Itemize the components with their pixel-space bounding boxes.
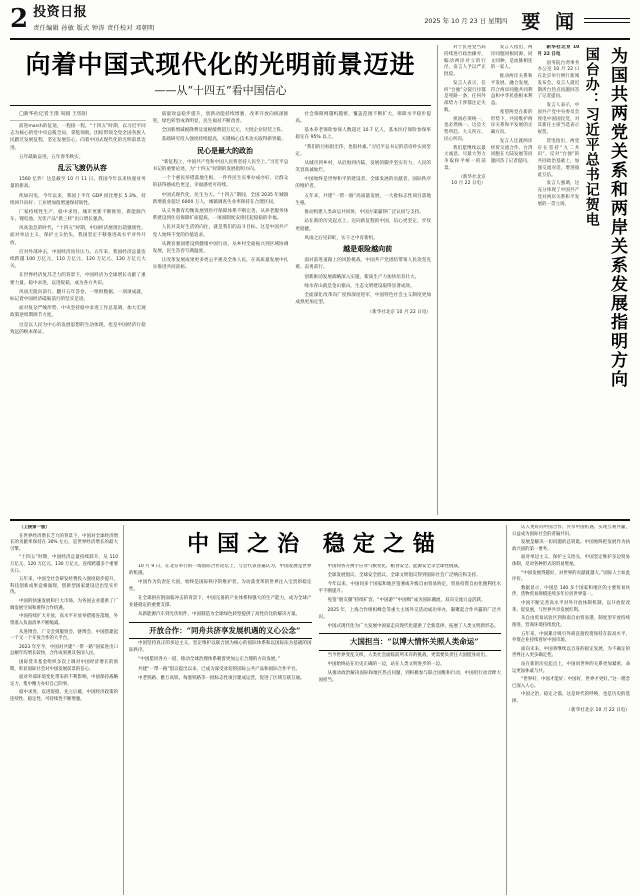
paragraph: 发言人表示，任何“台独”分裂行径都是死路一条，任何外部势力干涉都注定失败。 [444, 80, 486, 113]
paragraph: 面对单边主义、保护主义抬头，中国坚定维护多边贸易体制，反对各种形式的贸易壁垒。 [512, 555, 630, 568]
paragraph: 在世界经济复苏乏力的背景下，中国经济为全球增长贡献了重要力量。稳中求进，以进促稳，成为各方共识。 [10, 273, 146, 286]
paragraph: 发展是解决一切问题的总钥匙。中国始终把发展作为执政兴国的第一要务。 [512, 540, 630, 552]
paragraph: 发言人强调，这充分体现了中国共产党对两岸关系和平发展的一贯立场。 [537, 181, 580, 207]
paragraph: 国务院台湾事务办公室 10 月 22 日在北京举行例行新闻发布会。发言人就近期涉台热点问题回答了记者提问。 [537, 60, 580, 100]
paragraph: 祖国必须统一，也必然统一。这是大势所趋、大义所在、民心所向。 [444, 116, 486, 142]
paragraph: 创新驱动发展战略深入实施，新质生产力加快培育壮大。 [304, 274, 420, 280]
bottom-section [10, 525, 630, 895]
paragraph: 中国同各方携手应对气候变化、粮食安全、能源安全等全球性挑战。 [327, 564, 463, 569]
paragraph: 今年以来，中国同多个国家和地区签署或升级自由贸易协定，贸易投资自由化便利化水平不断提升。 [318, 582, 501, 595]
bottom-main-article [124, 525, 506, 895]
paragraph: 风雨无阻向前行。翻开五年答卷，一组组数据、一项项成就，标记着中国经济砥砺前行的坚实足迹。 [10, 289, 146, 302]
article-credit: （新华社北京 10 月 22 日电） [566, 707, 630, 713]
paragraph: 质量效益稳步提升，创新动能持续增强，改革开放向纵深推进，绿色转型成效明显，民生福祉不断改善。 [152, 111, 289, 124]
paragraph: 推动两岸关系和平发展、融合发展，符合两岸同胞共同利益和中华民族根本利益。 [490, 74, 533, 106]
paragraph: 风雨之后见彩虹，实干之中育新机。 [304, 235, 378, 241]
paragraph: 中国不断完善高水平对外开放体制机制，以开放促改革、促发展，与世界共享发展红利。 [512, 601, 630, 613]
paper-logo [33, 6, 155, 32]
paragraph: 人民对美好生活的向往，就是我们的奋斗目标。这是中国共产党人始终不变的价值追求。 [152, 225, 289, 238]
paragraph: 稳中求进、以进促稳、先立后破，中国经济政策的连续性、稳定性、可持续性不断增强。 [10, 690, 118, 703]
paragraph: 五年来，共建“一带一路”高质量发展，一大批标志性项目落地生根。 [295, 193, 431, 206]
section-subhead: 民心是最大的政治 [197, 145, 253, 155]
paragraph: 五年砥砺奋进，五年春华秋实。 [19, 154, 84, 160]
paragraph: 全球发展倡议、全球安全倡议、全球文明倡议得到国际社会广泛响应和支持。 [327, 573, 481, 579]
paper-name: 投资日报 [33, 5, 88, 20]
lead-headline: 向着中国式现代化的光明前景迈进 [25, 50, 416, 79]
paragraph: 共建“一带一路”倡议提出以来，已成为深受欢迎的国际公共产品和国际合作平台。 [138, 666, 301, 672]
paragraph: 发言人指出，两岸同胞同根同源、同文同种，是血脉相连的一家人。 [490, 45, 533, 71]
byline: □新华社记者王雨 周圆 王恒阳 [10, 111, 146, 121]
lead-column-3 [295, 111, 431, 515]
paragraph: 社会保障网越织越密，覆盖范围不断扩大，保障水平稳步提高。 [295, 111, 431, 124]
section-subhead: 乱云飞渡仍从容 [57, 163, 107, 173]
headline-rule [10, 105, 431, 106]
paragraph: 让改革发展成果更多更公平惠及全体人民，在高质量发展中扎实推进共同富裕。 [152, 258, 289, 271]
paragraph: 面对外部环境变化带来的不利影响，中国保持战略定力，集中精力办好自己的事。 [10, 675, 118, 687]
editor-credits: 责任编辑 孙敏 版式 钟涛 责任校对 邓朝明 [33, 25, 155, 33]
paragraph: 认人更好同中国合作、共享中国机遇、实现互利共赢，日益成为国际社会的普遍共识。 [512, 525, 630, 537]
paragraph: 厂家持续性生产，稳中求进。城市更新不断推进，新能源汽车、锂电池、光伏产品“新三样”出口增长强劲。 [10, 209, 146, 223]
paragraph: 从城市到乡村，从沿海到内陆，发展的脚步坚实有力，人民的笑容真诚灿烂。 [295, 160, 431, 174]
dateline: 新华社北京 10 月 22 日电 [537, 45, 580, 57]
section-title: 要 闻 [521, 11, 578, 33]
paragraph: 绿水青山就是金山银山，生态文明建设取得显著成效。 [304, 283, 415, 289]
right-article [438, 45, 630, 515]
paragraph: 站在新的历史起点上，中国同世界的关系更加紧密，命运更加休戚与共。 [512, 661, 630, 674]
paragraph: 基础研究投入强度持续提高，关键核心技术攻关取得新突破。 [161, 137, 286, 143]
bottom-right-column [506, 525, 630, 895]
paragraph: 中国作为负责任大国，始终是国际秩序的维护者，为动荡变革的世界注入宝贵的稳定性。 [129, 580, 312, 593]
masthead-rule [584, 18, 630, 23]
article-credit: （新华社北京 10 月 22 日电） [367, 309, 431, 315]
paragraph: 基本养老保险参保人数超过 10.7 亿人，基本医疗保险参保率稳定在 95% 以上。 [295, 128, 431, 141]
continuation-column [10, 525, 124, 895]
paragraph: 1560 亿件！这是截至 10 月 11 日，我国今年以来快递业务量的新高。 [10, 177, 146, 190]
paragraph: 从义务教育均衡发展到医疗保障体系不断完善，从养老服务体系建设到住房保障扩面提质，一项项制度安排托起稳稳的幸福。 [152, 209, 289, 222]
paragraph: 五年来，中国全社会研发经费投入强度稳步提升，科技创新成果竞相涌现，创新型国家建设迈出坚实步伐。 [10, 577, 118, 596]
right-column-3 [444, 45, 486, 515]
paragraph: 一个个惠民举措落地生根，一件件民生实事办成办好，让群众的获得感成色更足、幸福感更可持续。 [152, 176, 289, 189]
masthead [10, 6, 630, 40]
paragraph: 全面深化改革向广度和深度进军，中国特色社会主义制度更加成熟更加定型。 [295, 293, 431, 306]
lead-column-1 [10, 111, 146, 515]
paragraph: 中国式现代化，民生为大。“十四五”期间，全国 2035 年城镇新增就业超过 6000 万人，城镇调查失业率保持在合理区间。 [152, 192, 289, 205]
paragraph: 对于民进党当局持续进行政治操弄、煽动两岸对立的行径，发言人予以严正批驳。 [444, 45, 486, 77]
paragraph: 希望两党在新的形势下，共同维护两岸关系和平发展的正确方向。 [490, 109, 533, 135]
paragraph: 中国持续扩大开放，高水平开放举措接连落地，外资准入负面清单不断缩减。 [10, 614, 118, 626]
bottom-headline: 中国之治 稳定之锚 [187, 531, 443, 557]
paragraph: 中国坚持真正的多边主义，坚定维护以联合国为核心的国际体系和以国际法为基础的国际秩序。 [129, 641, 312, 654]
section-divider [10, 519, 630, 521]
right-column-2 [491, 45, 533, 515]
top-section [10, 45, 630, 515]
paragraph: 五年来，中国累计吸引外商直接投资保持在较高水平，外资企业持续看好中国市场。 [512, 631, 630, 644]
paragraph: 面向未来，中国将继续以自身的稳定发展，为不确定的世界注入更多确定性。 [512, 646, 630, 659]
paragraph: “中国发展得越好，对世界的贡献就越大。”国际人士如此评价。 [512, 570, 630, 583]
bottom-columns [129, 564, 501, 895]
paragraph: 中国始终站在历史正确的一边，站在人类文明进步的一边。 [327, 661, 445, 667]
paragraph: 风高浪急的时代，“十四五”时期，中国经济展现出超强韧性。面对单边主义、保护主义抬头，我国坚定不移推进高水平对外开放。 [10, 226, 146, 246]
section-subhead: 越是艰险越向前 [343, 244, 393, 254]
lead-column-2 [153, 111, 289, 515]
paragraph: 贺电指出，两党应在坚持“九二共识”、反对“台独”的共同政治基础上，加强交流对话，增进彼此互信。 [537, 138, 580, 178]
article-credit: （新华社北京 10 月 22 日电） [451, 174, 486, 187]
paragraph: 发言人还就两岸经贸交流合作、台湾同胞在大陆发展等问题回答了记者提问。 [490, 138, 533, 164]
paragraph: 当今世界变乱交织，人类社会面临前所未有的挑战，更需要负责任大国挺身而出。 [327, 652, 490, 658]
paragraph: “十四五”时期，中国经济总量持续跃升，从 110 万亿元、120 万亿元、130 万亿元，连续跨越多个重要关口。 [10, 555, 118, 574]
paragraph: 推动构建人类命运共同体，中国方案赢得广泛认同与支持。 [304, 210, 424, 216]
subsection-heading: 大国担当：“以博大情怀关照人类命运” [319, 633, 502, 651]
paragraph: 从新能源汽车到光伏组件，中国制造为全球绿色转型提供了高性价比的解决方案。 [138, 612, 300, 618]
paragraph: 在全球供应链面临冲击的背景下，中国完备的产业体系和强大的生产能力，成为全球产业链稳定的重要支撑。 [129, 596, 312, 609]
paragraph: 面对复杂严峻形势，中央坚持稳中求进工作总基调，加大宏观政策逆周期调节力度。 [10, 306, 146, 319]
bottom-column-1 [129, 564, 312, 895]
paragraph: 10 月 9 日，在北京举行的一场国际合作论坛上，与会代表普遍认为，中国发展是世界的机遇。 [129, 564, 312, 576]
right-subheadline: 国台办：习近平总书记贺电 [583, 47, 600, 227]
paragraph: 中国式现代化为广大发展中国家走向现代化提供了全新选择，拓展了人类文明新形态。 [327, 623, 499, 629]
paragraph: 国际货币基金组织多次上调对中国经济增长的预期，彰显国际社会对中国发展前景的信心。 [10, 659, 118, 672]
continuation-note: （上接第一版） [19, 525, 50, 530]
paragraph: 2025 年，上海合作组织峰会等重大主场外交活动成功举办，凝聚起合作共赢的广泛共识。 [318, 607, 501, 620]
right-columns [444, 45, 579, 515]
issue-date: 2025 年 10 月 23 日 星期四 [424, 17, 508, 25]
subsection-heading: 开放合作：“同舟共济享发展机遇的义心公念” [129, 622, 312, 640]
paragraph: 站在新的历史起点上，迈向新征程的中国，信心更坚定、步伐更稳健。 [295, 219, 431, 232]
paragraph: 这是以人民为中心的发展思想的生动体现，也是中国经济行稳致远的根本保证。 [10, 322, 146, 335]
paragraph: “世界好，中国才能好；中国好，世界才更好。”这一理念已深入人心。 [512, 677, 630, 689]
paragraph: 数据显示，中国是 140 多个国家和地区的主要贸易伙伴，货物贸易规模连续多年位居世界第一。 [512, 585, 630, 598]
lead-article [10, 45, 438, 515]
paragraph: 从自由贸易试验区到海南自由贸易港，制度型开放持续推进，营商环境持续优化。 [512, 616, 630, 628]
paragraph: “中国愿同各方一道，推动全球治理体系朝着更加公正合理的方向发展。” [138, 657, 280, 663]
paragraph: 中老铁路、雅万高铁、匈塞铁路等一批标志性项目建成运营，促进了区域互联互通。 [138, 675, 305, 681]
paragraph: 发言人表示，中国共产党中央委员会致电中国国民党，对其新任主席当选表示祝贺。 [537, 103, 580, 135]
paragraph: 2023 年至今，中国对共建“一带一路”国家进出口总额年均增长较快，合作成果惠及各国人民。 [10, 644, 118, 657]
paragraph: 从教育强国建设到健康中国行动，从乡村全面振兴到区域协调发展，民生答卷写满温度。 [152, 241, 289, 254]
paragraph: 我们愿继续以最大诚意、尽最大努力争取和平统一的前景。 [444, 145, 486, 171]
paragraph: 应对外部冲击，中国经济顶住压力。五年来，我国经济总量连续跨越 100 万亿元、110 万亿元、120 万亿元、130 万亿元大关。 [10, 249, 146, 270]
right-headline: 为国共两党关系和两岸关系发展指明方向 [607, 47, 627, 389]
right-column-1 [538, 45, 580, 515]
paragraph: 从进博会、广交会到服贸会、链博会，中国搭建起一个又一个开放合作的大平台。 [10, 629, 118, 642]
paragraph: “我们的目标很宏伟，也很朴素。”习近平总书记的话语朴实而坚定。 [295, 144, 431, 157]
paragraph: 免签“朋友圈”持续扩容，“中国游”“中国购”成为国际潮流，双向交流日益活跃。 [327, 598, 486, 604]
lead-subheadline: ——从“十四五”看中国信心 [154, 83, 287, 97]
paragraph: 全国新增减税降费及退税缓费超万亿元，大批企业轻装上阵。 [161, 128, 286, 134]
paragraph: 在世界经济增长乏力的背景下，中国对全球经济增长的贡献率保持在 30% 左右，是世界经济增长的最大引擎。 [10, 533, 118, 552]
paragraph: 疾如闪电，今年以来，我国上半年 GDP 同比增长 5.3%，持续回升向好；工业增加值增速保持韧性。 [10, 193, 146, 206]
paragraph: 中国的快速发展和巨大市场，为各国企业提供了广阔发展空间和难得合作机遇。 [10, 599, 118, 611]
paragraph: 前进march的征途，一程接一程。“十四五”时期，以习近平同志为核心的党中央总揽全局，掌舵领航，团结带领全党全国各族人民踏过发展征程，坚定发展信心，向着中国式现代化的光明前景迈进。 [10, 124, 146, 151]
paragraph: 中国始终是世界和平的建设者、全球发展的贡献者、国际秩序的维护者。 [295, 177, 431, 190]
page-number: 2 [10, 4, 29, 34]
lead-columns [10, 111, 431, 515]
paragraph: 中国之治，稳定之锚。这是时代的呼唤，也是历史的选择。 [512, 692, 630, 705]
paragraph: 从推动政治解决国际和地区热点问题，到积极参与联合国维和行动，中国用行动诠释大国担当。 [318, 671, 501, 683]
bottom-column-2 [319, 564, 502, 895]
paragraph: 面对前进道路上的风险挑战，中国共产党团结带领人民攻坚克难、奋勇前行。 [295, 258, 431, 271]
paragraph: “新征程上，中国共产党和中国人民将坚持人民至上。”习近平总书记的重要论述，为“十四五”时期的发展指明方向。 [152, 159, 289, 172]
